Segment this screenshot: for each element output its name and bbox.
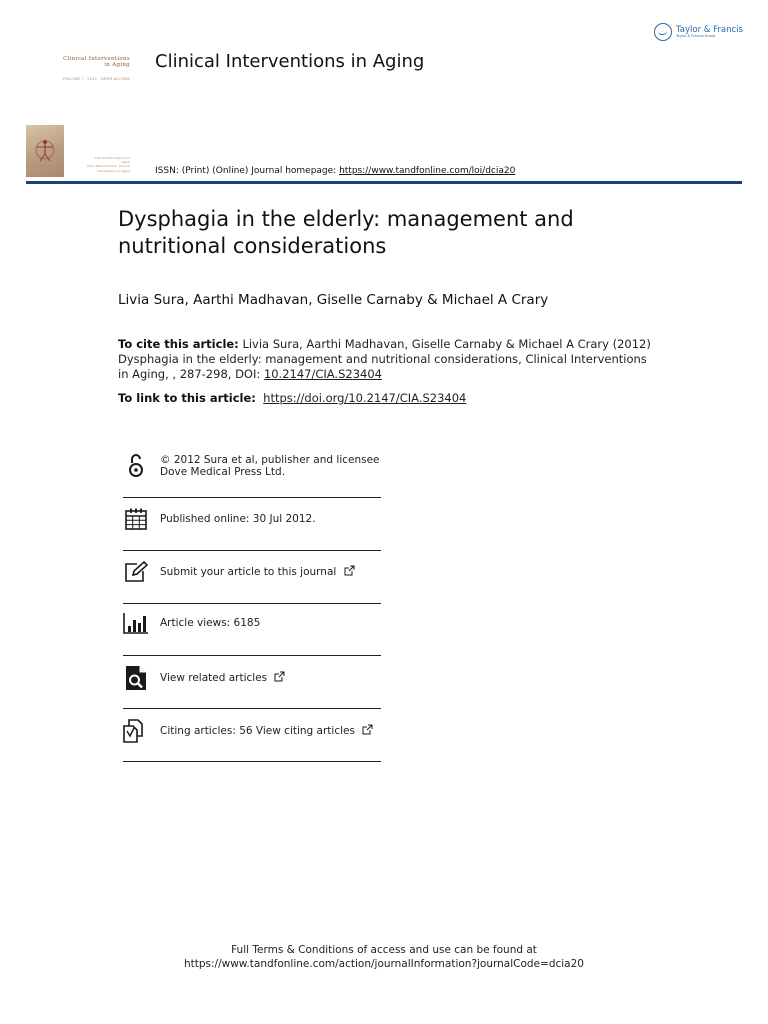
views-row — [123, 610, 381, 636]
info-divider — [123, 603, 381, 604]
citation-doi-link[interactable]: 10.2147/CIA.S23404 — [263, 367, 382, 381]
citing-row[interactable] — [123, 718, 381, 744]
issn-line — [155, 166, 515, 176]
journal-logo — [52, 56, 130, 81]
submit-article-link[interactable]: Submit your article to this journal — [160, 566, 337, 579]
citing-documents-icon — [123, 718, 149, 744]
published-date: Published online: 30 Jul 2012. — [160, 512, 316, 525]
article-authors: Livia Sura, Aarthi Madhavan, Giselle Carnaby & Michael A Crary — [118, 292, 549, 308]
article-title: Dysphagia in the elderly: management and nutritional considerations — [118, 207, 574, 258]
publisher-logo[interactable] — [654, 23, 743, 41]
header-divider — [26, 181, 742, 184]
article-views: Article views: 6185 — [160, 616, 261, 629]
citation-block — [118, 337, 658, 382]
info-divider — [123, 708, 381, 709]
cover-caption-line1: Clinical Interventions in Aging — [94, 156, 130, 165]
issn-text: ISSN: (Print) (Online) Journal homepage: — [155, 166, 340, 176]
publisher-group: Taylor & Francis Group — [676, 34, 716, 38]
citing-articles-link[interactable]: Citing articles: 56 View citing articles — [160, 725, 355, 738]
terms-text: Full Terms & Conditions of access and use can be found at — [231, 944, 537, 956]
published-row — [123, 506, 381, 532]
vitruvian-figure-icon — [35, 137, 55, 163]
article-link-label: To link to this article: — [118, 391, 256, 405]
journal-homepage-link[interactable]: https://www.tandfonline.com/loi/dcia20 — [339, 166, 516, 176]
license-line2: Dove Medical Press Ltd. — [160, 466, 286, 478]
external-link-icon — [274, 671, 285, 682]
publisher-name: Taylor & Francis — [676, 24, 743, 35]
journal-logo-tagline: VOLUME 7 · 2012 · OPEN ACCESS — [62, 76, 130, 81]
edit-icon — [123, 559, 149, 585]
article-doi-link[interactable]: https://doi.org/10.2147/CIA.S23404 — [263, 391, 467, 405]
external-link-icon — [344, 565, 355, 576]
license-line1: © 2012 Sura et al, publisher and licensee — [160, 453, 380, 466]
info-divider — [123, 655, 381, 656]
submit-row[interactable] — [123, 559, 381, 585]
publisher-logo-icon — [654, 23, 672, 41]
terms-footer — [0, 943, 768, 971]
info-divider — [123, 550, 381, 551]
search-document-icon — [123, 665, 149, 691]
journal-logo-line2: in Aging — [104, 62, 130, 68]
external-link-icon — [362, 724, 373, 735]
citation-label: To cite this article: — [118, 337, 239, 351]
info-divider — [123, 761, 381, 762]
related-articles-link[interactable]: View related articles — [160, 672, 268, 685]
cover-caption — [86, 156, 130, 173]
open-access-icon — [123, 453, 149, 479]
cover-caption-line2: Dove Medical Press · Clinical Interventions in Aging — [87, 164, 130, 173]
journal-cover-image — [26, 125, 64, 177]
citation-text: Livia Sura, Aarthi Madhavan, Giselle Carnaby & Michael A Crary (2012) Dysphagia in the elderly: management and nutritional considerations, Clinical Interventions in Aging, , 287-298, DOI: — [118, 337, 651, 381]
terms-link[interactable]: https://www.tandfonline.com/action/journalInformation?journalCode=dcia20 — [184, 958, 584, 970]
license-row — [123, 453, 381, 479]
journal-title: Clinical Interventions in Aging — [155, 51, 425, 72]
journal-logo-line1: Clinical Interventions — [63, 56, 130, 62]
info-divider — [123, 497, 381, 498]
calendar-icon — [123, 506, 149, 532]
related-row[interactable] — [123, 665, 381, 691]
article-link-line — [118, 391, 466, 405]
bar-chart-icon — [123, 610, 149, 636]
